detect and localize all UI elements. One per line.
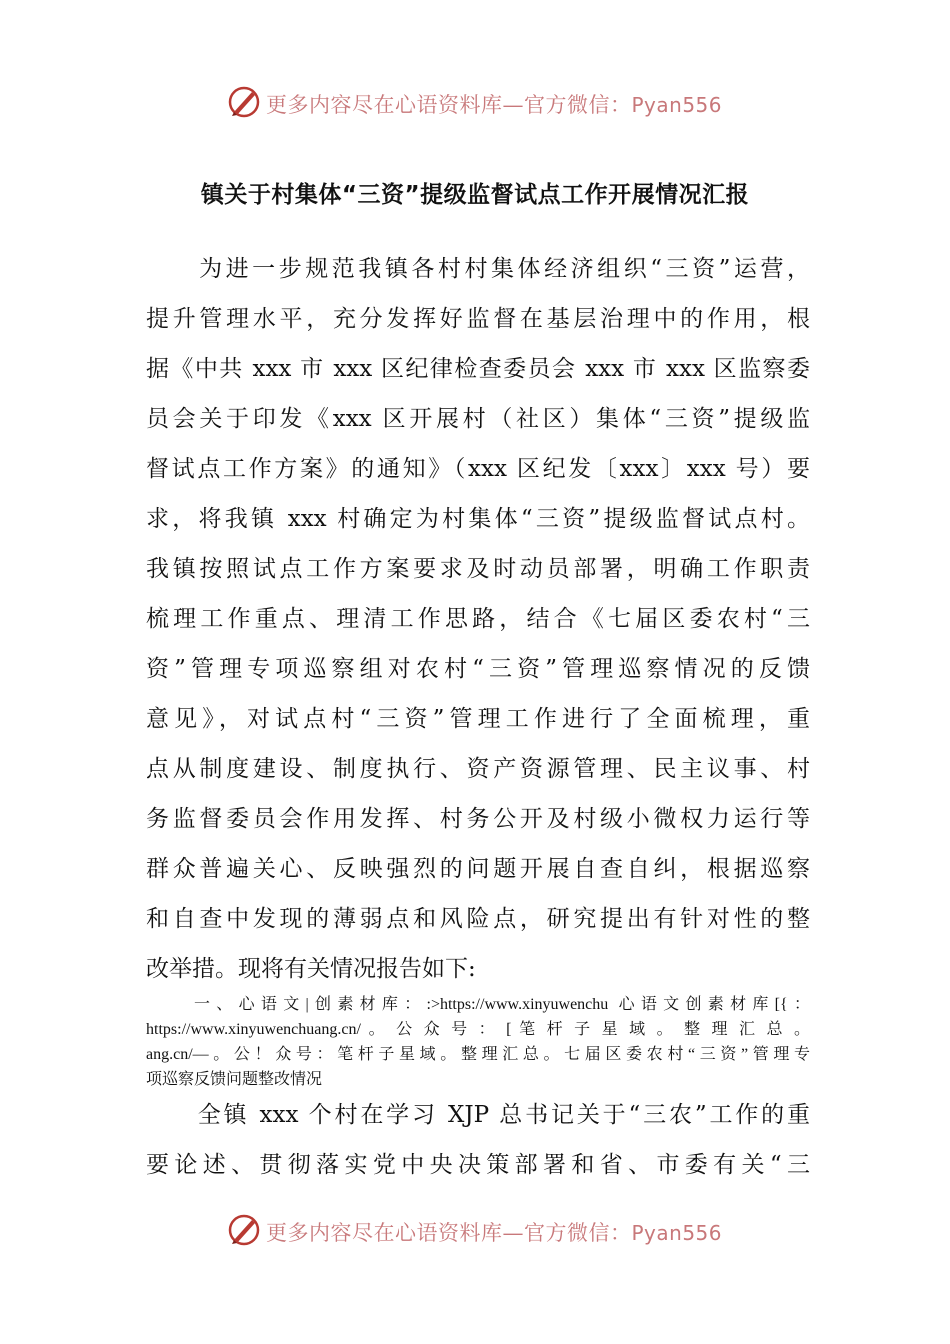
heading-line: 项巡察反馈问题整改情况	[146, 1071, 323, 1088]
wechat-id: Pyan556	[631, 93, 723, 117]
heading-line: ang.cn/—。公！众号：笔杆子星域。整理汇总。七届区委农村“三资”管理专	[146, 1046, 810, 1063]
text-line: 要论述、贯彻落实党中央决策部署和省、市委有关“三	[146, 1152, 810, 1178]
text-line: 督试点工作方案》的通知》（xxx 区纪发〔xxx〕xxx 号）要	[146, 456, 810, 482]
paragraph-intro	[146, 244, 810, 994]
text-line: 点从制度建设、制度执行、资产资源管理、民主议事、村	[146, 756, 810, 782]
pen-logo-icon	[226, 1212, 262, 1248]
text-line: 据《中共 xxx 市 xxx 区纪律检查委员会 xxx 市 xxx 区监察委	[146, 356, 810, 382]
text-line: 意见》，对试点村“三资”管理工作进行了全面梳理，重	[146, 706, 810, 732]
heading-line: https://www.xinyuwenchuang.cn/ 。 公 众 号 ： [ 笔 杆 子 星 域 。 整 理 汇 总 。	[146, 1021, 810, 1038]
text-line: 资”管理专项巡察组对农村“三资”管理巡察情况的反馈	[146, 656, 810, 682]
text-line: 我镇按照试点工作方案要求及时动员部署，明确工作职责	[146, 556, 810, 582]
text-line: 员会关于印发《xxx 区开展村（社区）集体“三资”提级监	[146, 406, 810, 432]
footer-banner	[0, 1210, 950, 1250]
heading-line: 一、心语文|创素材库：:>https://www.xinyuwenchu 心语文创素材库[{：	[194, 996, 810, 1013]
text-line: 为进一步规范我镇各村村集体经济组织“三资”运营，	[146, 256, 810, 282]
text-line: 务监督委员会作用发挥、村务公开及村级小微权力运行等	[146, 806, 810, 832]
text-line: 和自查中发现的薄弱点和风险点，研究提出有针对性的整	[146, 906, 810, 932]
paragraph-body	[146, 1090, 810, 1190]
pen-logo-icon	[226, 84, 262, 120]
document-title: 镇关于村集体“三资”提级监督试点工作开展情况汇报	[200, 182, 750, 208]
banner-text: 更多内容尽在心语资料库—官方微信：	[266, 93, 632, 117]
text-line: 改举措。现将有关情况报告如下:	[146, 956, 476, 982]
text-line: 提升管理水平，充分发挥好监督在基层治理中的作用，根	[146, 306, 810, 332]
text-line: 全镇 xxx 个村在学习 XJP 总书记关于“三农”工作的重	[146, 1102, 810, 1128]
text-line: 群众普遍关心、反映强烈的问题开展自查自纠，根据巡察	[146, 856, 810, 882]
text-line: 梳理工作重点、理清工作思路，结合《七届区委农村“三	[146, 606, 810, 632]
banner-text: 更多内容尽在心语资料库—官方微信：	[266, 1221, 632, 1245]
header-banner	[0, 82, 950, 122]
section-heading	[146, 992, 810, 1092]
wechat-id: Pyan556	[631, 1221, 723, 1245]
text-line: 求，将我镇 xxx 村确定为村集体“三资”提级监督试点村。	[146, 506, 810, 532]
